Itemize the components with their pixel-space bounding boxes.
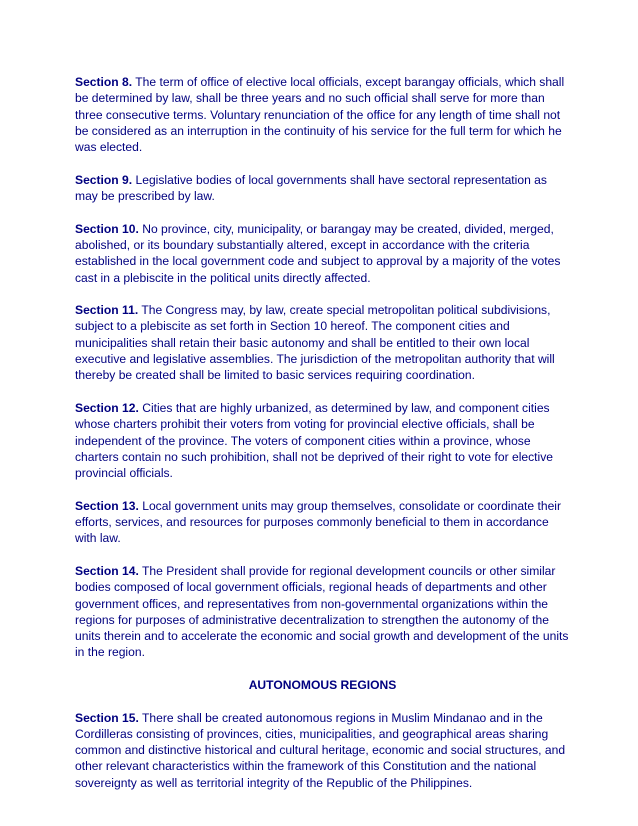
document-page xyxy=(75,74,570,807)
section-12 xyxy=(75,400,570,481)
section-number: Section 15. xyxy=(75,710,139,725)
section-body: Local government units may group themselves, consolidate or coordinate their efforts, services, and resources for purposes commonly beneficial to them in accordance with law. xyxy=(75,498,562,546)
section-number: Section 9. xyxy=(75,172,133,187)
section-body: Cities that are highly urbanized, as determined by law, and component cities whose charters prohibit their voters from voting for provincial elective officials, shall be independent of the province. The voters of component cities within a province, whose charters contain no such prohibition, shall not be deprived of their right to vote for elective provincial officials. xyxy=(75,400,553,481)
section-number: Section 12. xyxy=(75,400,139,415)
section-14 xyxy=(75,563,570,661)
section-11 xyxy=(75,302,570,383)
section-body: There shall be created autonomous regions in Muslim Mindanao and in the Cordilleras consisting of provinces, cities, municipalities, and geographical areas sharing common and distinctive historical and cultural heritage, economic and social structures, and other relevant characteristics within the framework of this Constitution and the national sovereignty as well as territorial integrity of the Republic of the Philippines. xyxy=(75,710,566,790)
section-number: Section 11. xyxy=(75,303,139,318)
section-body: The term of office of elective local officials, except barangay officials, which shall be determined by law, shall be three years and no such official shall serve for more than three consecutive terms. Voluntary renunciation of the office for any length of time shall not be considered as an interruption in the continuity of his service for the full term for which he was elected. xyxy=(75,75,565,155)
section-9 xyxy=(75,172,570,205)
section-body: No province, city, municipality, or barangay may be created, divided, merged, abolished, or its boundary substantially altered, except in accordance with the criteria established in the local government code and subject to approval by a majority of the votes cast in a plebiscite in the political units directly affected. xyxy=(75,221,561,285)
section-body: The Congress may, by law, create special metropolitan political subdivisions, subject to a plebiscite as set forth in Section 10 hereof. The component cities and municipalities shall retain their basic autonomy and shall be entitled to their own local executive and legislative assemblies. The jurisdiction of the metropolitan authority that will thereby be created shall be limited to basic services requiring coordination. xyxy=(75,303,555,383)
section-10 xyxy=(75,221,570,286)
section-number: Section 13. xyxy=(75,498,139,513)
section-number: Section 10. xyxy=(75,221,139,236)
section-13 xyxy=(75,498,570,547)
section-body: Legislative bodies of local governments shall have sectoral representation as may be prescribed by law. xyxy=(75,172,547,204)
section-number: Section 8. xyxy=(75,75,133,89)
section-body: The President shall provide for regional development councils or other similar bodies composed of local government officials, regional heads of departments and other government offices, and representatives from non-governmental organizations within the regions for purposes of administrative decentralization to strengthen the autonomy of the units therein and to accelerate the economic and social growth and development of the units in the region. xyxy=(75,563,569,660)
section-8 xyxy=(75,74,570,155)
section-15 xyxy=(75,710,570,791)
heading-autonomous-regions: AUTONOMOUS REGIONS xyxy=(248,677,397,692)
section-number: Section 14. xyxy=(75,563,139,578)
